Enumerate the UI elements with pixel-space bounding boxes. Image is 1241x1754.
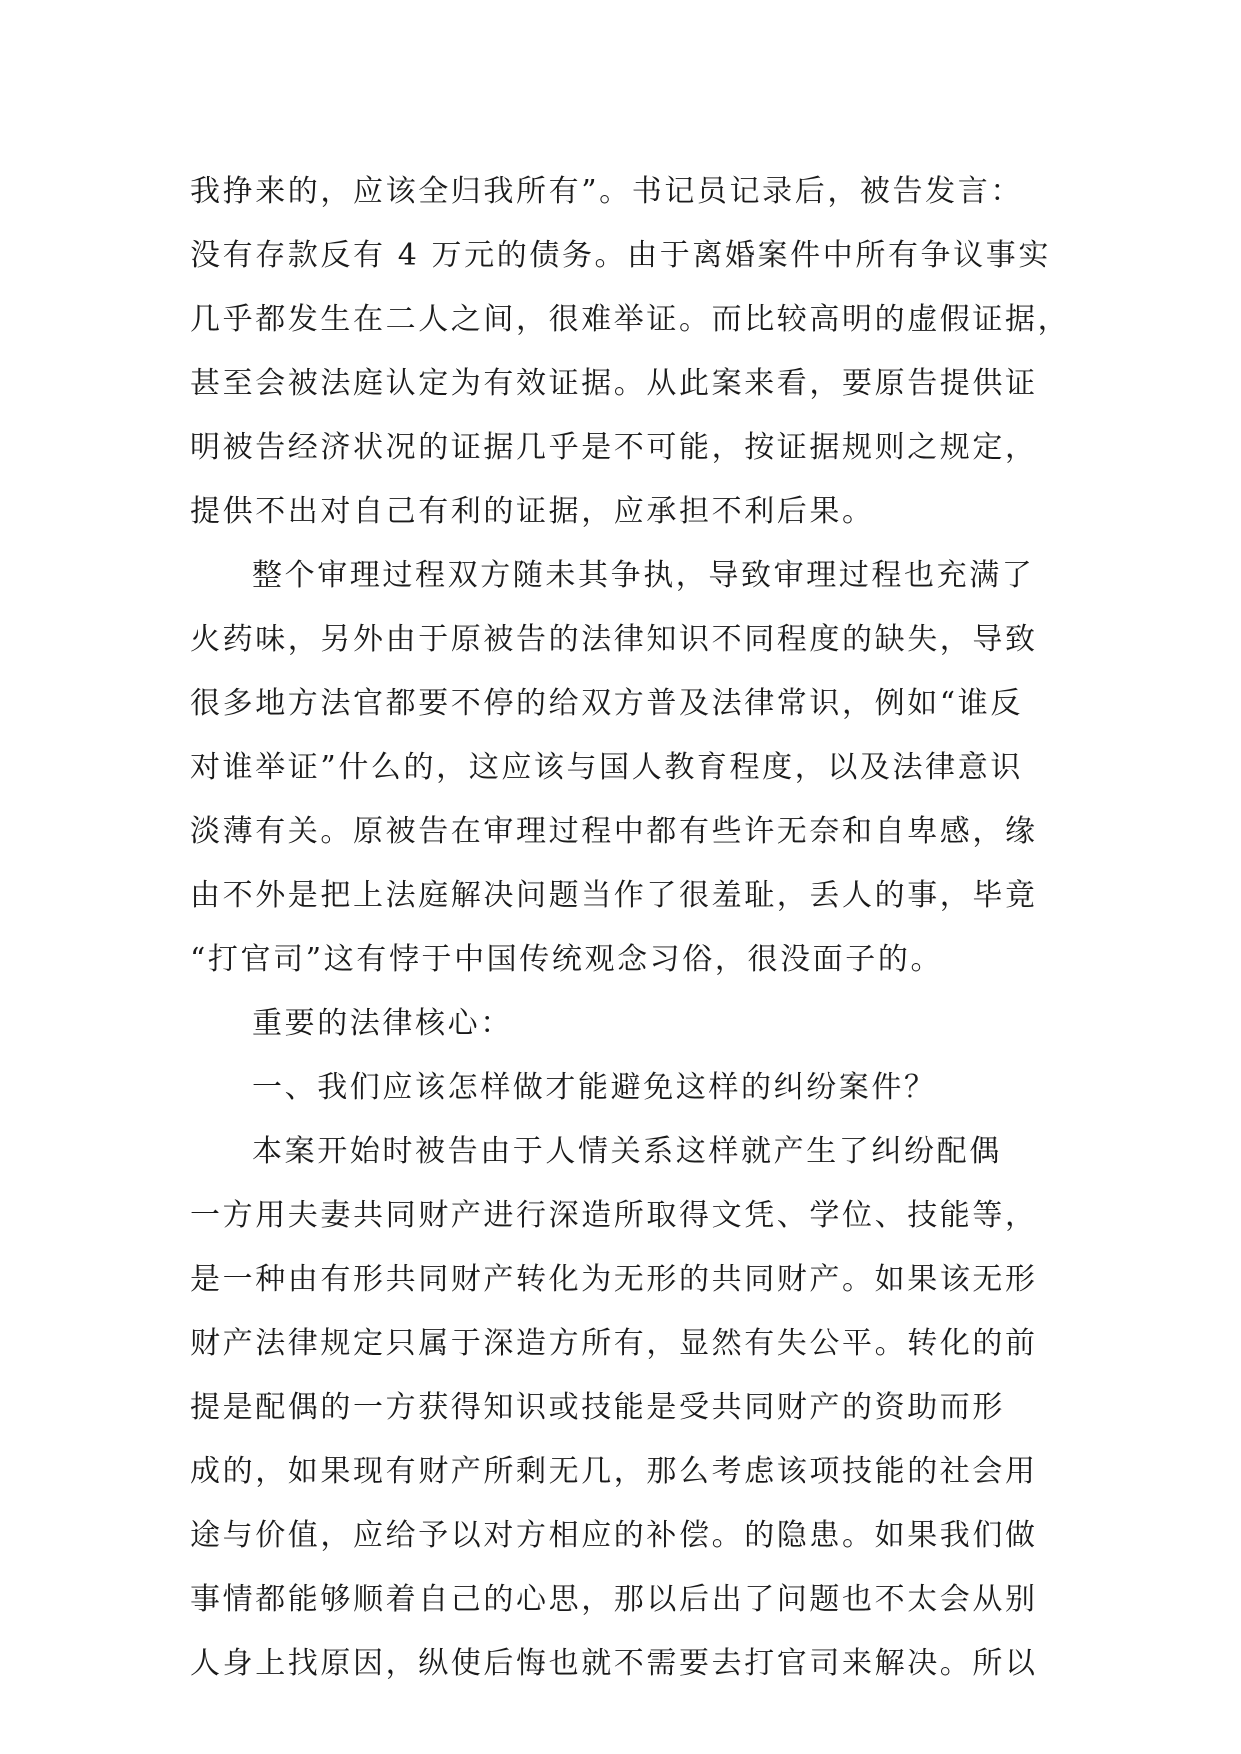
text-line: 淡薄有关。原被告在审理过程中都有些许无奈和自卑感，缘 — [190, 814, 1038, 849]
text-line: 是一种由有形共同财产转化为无形的共同财产。如果该无形 — [190, 1262, 1038, 1297]
text-line: 本案开始时被告由于人情关系这样就产生了纠纷配偶 — [252, 1134, 1002, 1169]
text-line: 提是配偶的一方获得知识或技能是受共同财产的资助而形 — [190, 1390, 1005, 1425]
text-line: 我挣来的，应该全归我所有”。书记员记录后，被告发言： — [190, 174, 1023, 209]
text-line: 没有存款反有 4 万元的债务。由于离婚案件中所有争议事实 — [190, 238, 1051, 273]
text-line: 途与价值，应给予以对方相应的补偿。的隐患。如果我们做 — [190, 1518, 1038, 1553]
text-line: 一、我们应该怎样做才能避免这样的纠纷案件？ — [252, 1070, 937, 1105]
text-line: 由不外是把上法庭解决问题当作了很羞耻，丢人的事，毕竟 — [190, 878, 1038, 913]
text-line: 甚至会被法庭认定为有效证据。从此案来看，要原告提供证 — [190, 366, 1038, 401]
body-text — [190, 160, 1070, 1696]
text-line: 很多地方法官都要不停的给双方普及法律常识，例如“谁反 — [190, 686, 1023, 721]
text-line: 人身上找原因，纵使后悔也就不需要去打官司来解决。所以 — [190, 1646, 1038, 1681]
text-line: 成的，如果现有财产所剩无几，那么考虑该项技能的社会用 — [190, 1454, 1038, 1489]
text-line: 一方用夫妻共同财产进行深造所取得文凭、学位、技能等， — [190, 1198, 1038, 1233]
text-line: 财产法律规定只属于深造方所有，显然有失公平。转化的前 — [190, 1326, 1038, 1361]
text-line: “打官司”这有悖于中国传统观念习俗，很没面子的。 — [190, 942, 944, 977]
text-line: 火药味，另外由于原被告的法律知识不同程度的缺失，导致 — [190, 622, 1038, 657]
text-line: 重要的法律核心： — [252, 1006, 513, 1041]
text-line: 事情都能够顺着自己的心思，那以后出了问题也不太会从别 — [190, 1582, 1038, 1617]
text-line: 整个审理过程双方随未其争执，导致审理过程也充满了 — [252, 558, 1035, 593]
text-line: 几乎都发生在二人之间，很难举证。而比较高明的虚假证据， — [190, 302, 1071, 337]
text-line: 对谁举证”什么的，这应该与国人教育程度，以及法律意识 — [190, 750, 1023, 785]
text-line: 提供不出对自己有利的证据，应承担不利后果。 — [190, 494, 875, 529]
text-line: 明被告经济状况的证据几乎是不可能，按证据规则之规定， — [190, 430, 1038, 465]
